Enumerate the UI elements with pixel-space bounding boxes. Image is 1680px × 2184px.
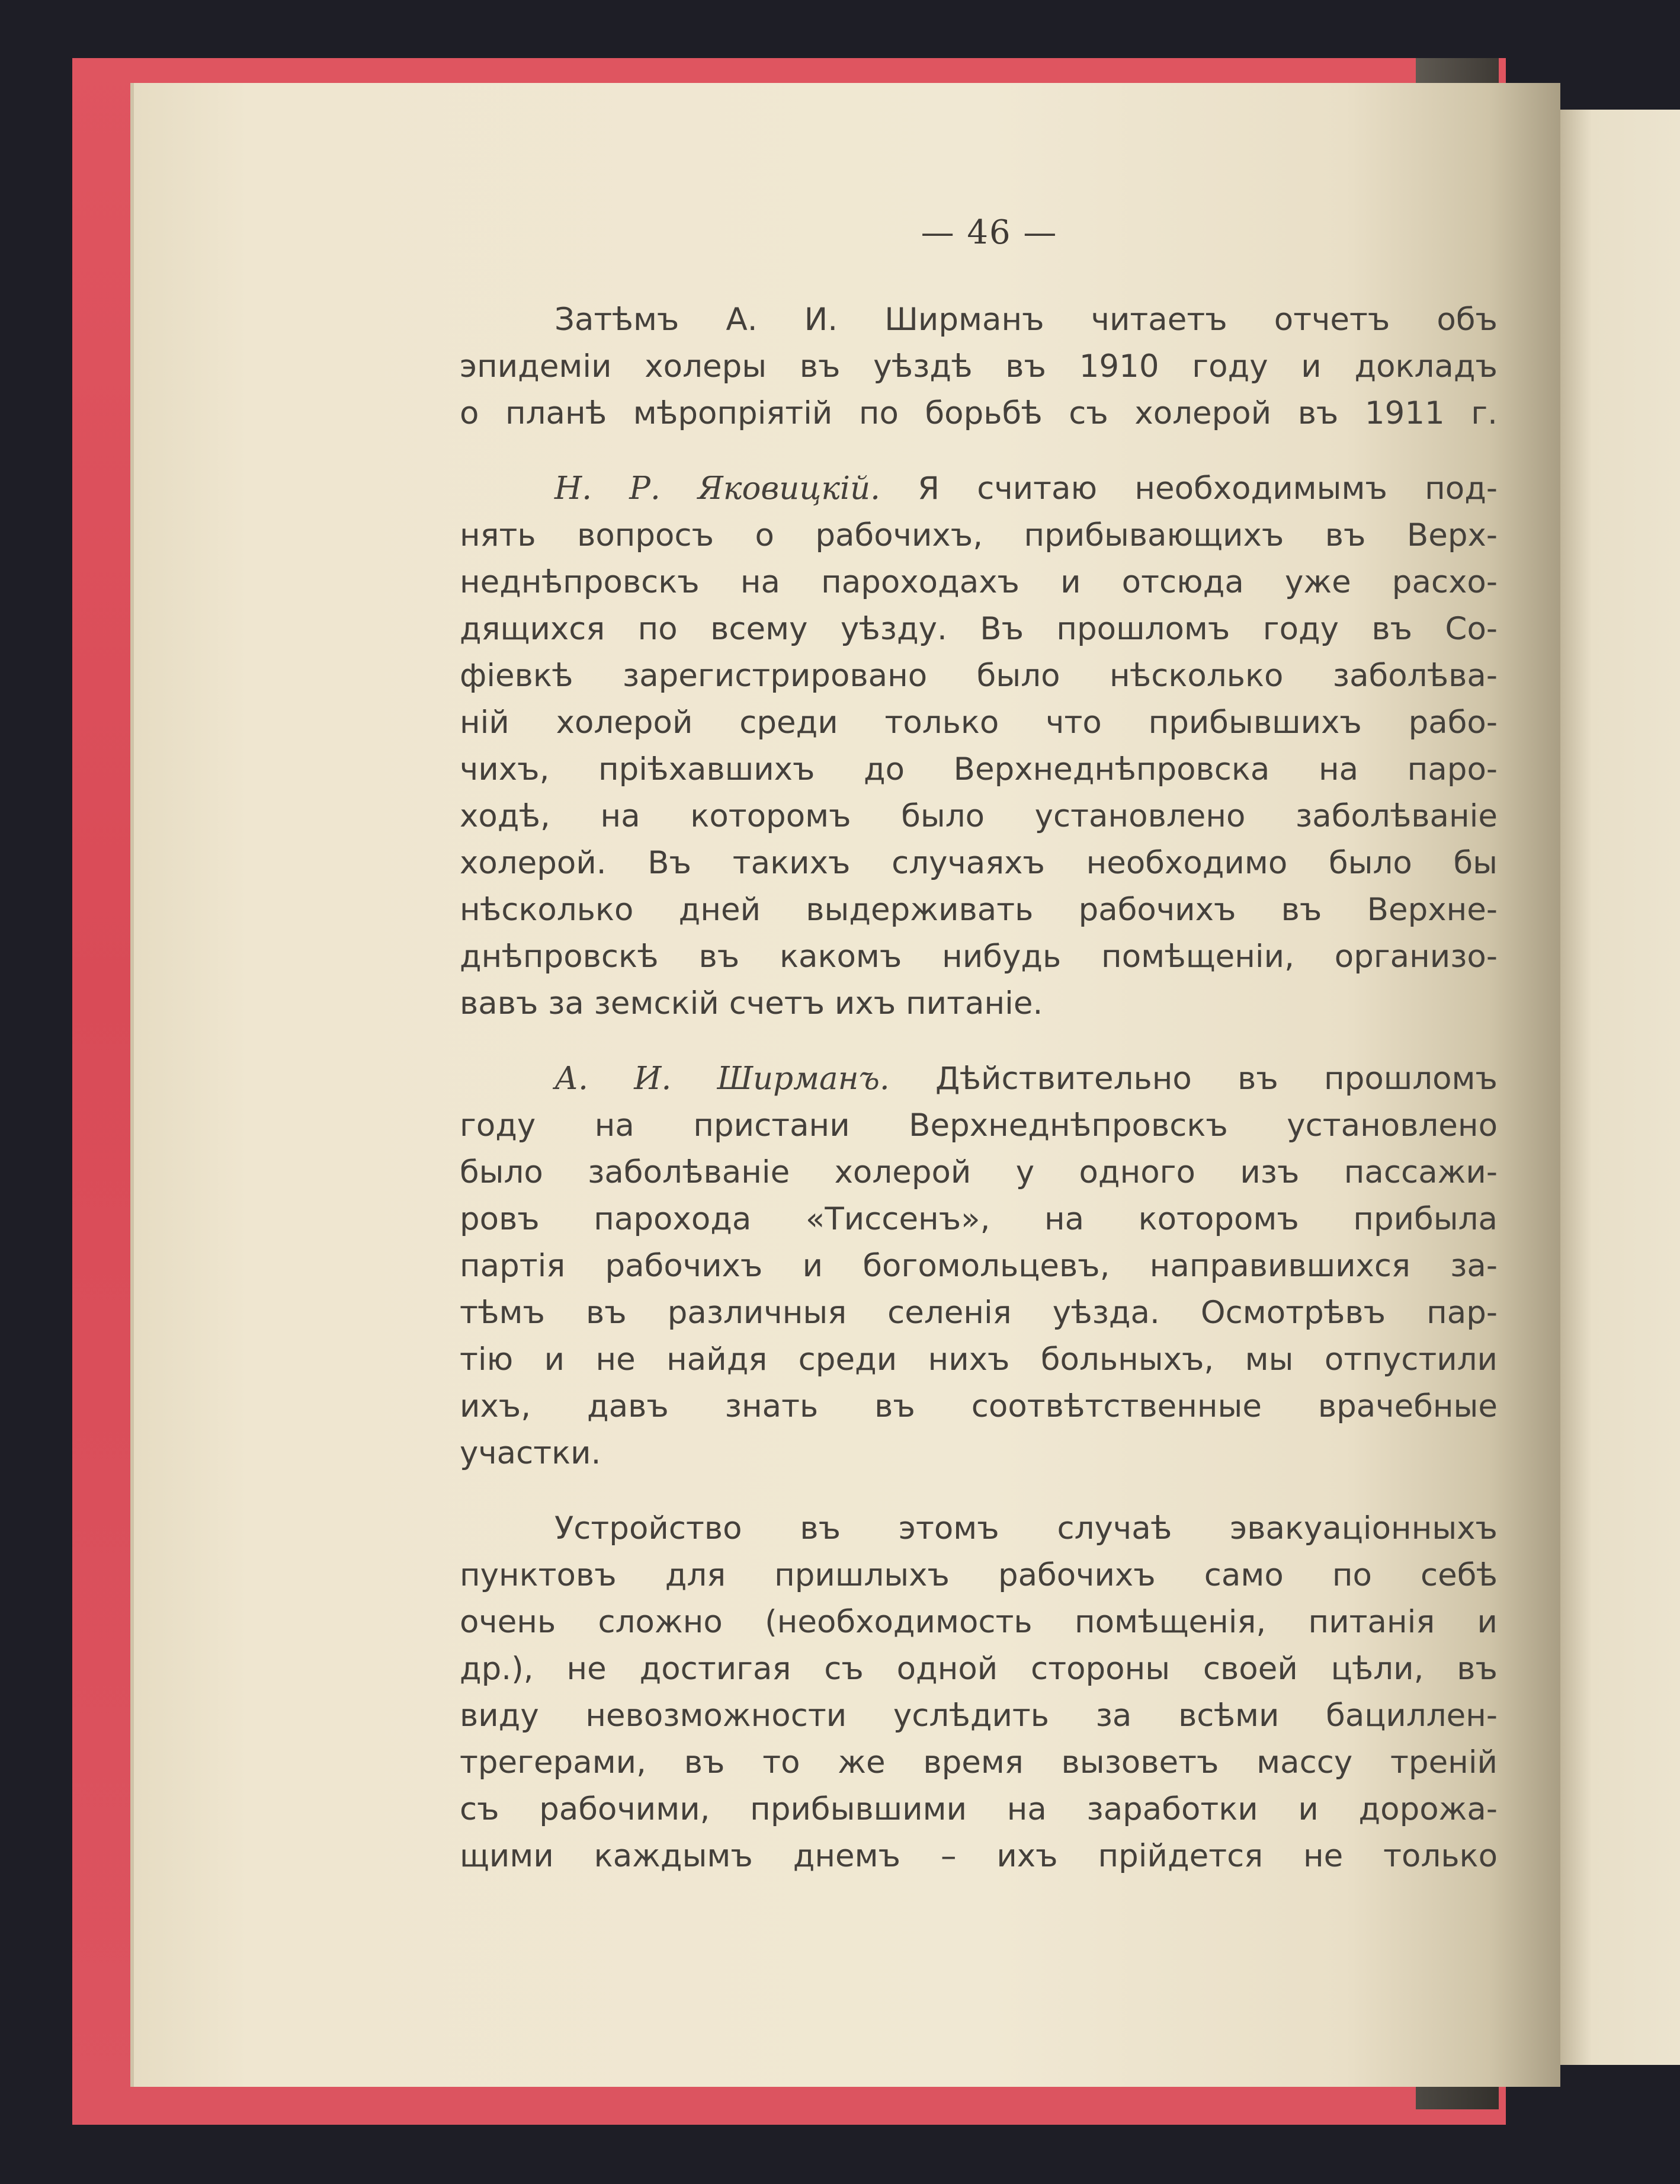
- text-line: Устройство въ этомъ случаѣ эвакуаціонныхъ: [554, 1510, 1498, 1546]
- text-line: трегерами, въ то же время вызоветъ массу треній: [460, 1744, 1498, 1780]
- page-body: [460, 296, 1498, 1879]
- text-line: пунктовъ для пришлыхъ рабочихъ само по себѣ: [460, 1557, 1498, 1593]
- text-line: щими каждымъ днемъ – ихъ прійдется не только: [460, 1838, 1498, 1874]
- text-line: неднѣпровскъ на пароходахъ и отсюда уже расхо-: [460, 564, 1498, 600]
- text-line: ходѣ, на которомъ было установлено заболѣваніе: [460, 798, 1498, 834]
- text-line: вавъ за земскій счетъ ихъ питаніе.: [460, 985, 1043, 1021]
- paragraph-3: [460, 1055, 1498, 1477]
- text-line: съ рабочими, прибывшими на заработки и дорожа-: [460, 1791, 1498, 1827]
- text-line: тѣмъ въ различныя селенія уѣзда. Осмотрѣвъ пар-: [460, 1295, 1498, 1331]
- paragraph-1: [460, 296, 1498, 437]
- text-line: Н. Р. Яковицкій. Я считаю необходимымъ под-: [554, 470, 1498, 507]
- text-line: ихъ, давъ знать въ соотвѣтственные врачебные: [460, 1388, 1498, 1424]
- speaker-name: Н. Р. Яковицкій.: [554, 470, 880, 507]
- text-line: виду невозможности услѣдить за всѣми бациллен-: [460, 1698, 1498, 1734]
- text-line: очень сложно (необходимость помѣщенія, питанія и: [460, 1604, 1498, 1640]
- text-line: фіевкѣ зарегистрировано было нѣсколько заболѣва-: [460, 658, 1498, 694]
- speaker-name: А. И. Ширманъ.: [554, 1061, 890, 1097]
- text-line: холерой. Въ такихъ случаяхъ необходимо было бы: [460, 845, 1498, 881]
- page-number: — 46 —: [921, 213, 1058, 252]
- text-line: ровъ парохода «Тиссенъ», на которомъ прибыла: [460, 1201, 1498, 1237]
- text-line: нѣсколько дней выдерживать рабочихъ въ Верхне-: [460, 892, 1498, 928]
- text-line: ній холерой среди только что прибывшихъ рабо-: [460, 704, 1498, 741]
- paragraph-2: [460, 465, 1498, 1027]
- text-line: партія рабочихъ и богомольцевъ, направившихся за-: [460, 1248, 1498, 1284]
- text-line: днѣпровскѣ въ какомъ нибудь помѣщеніи, организо-: [460, 939, 1498, 975]
- text-line: дящихся по всему уѣзду. Въ прошломъ году въ Со-: [460, 611, 1498, 647]
- text-line: эпидеміи холеры въ уѣздѣ въ 1910 году и докладъ: [460, 348, 1498, 385]
- text-line: тію и не найдя среди нихъ больныхъ, мы отпустили: [460, 1341, 1498, 1378]
- text-line: А. И. Ширманъ. Дѣйствительно въ прошломъ: [554, 1061, 1498, 1097]
- text-line: о планѣ мѣропріятій по борьбѣ съ холерой въ 1911 г.: [460, 395, 1498, 431]
- text-line: участки.: [460, 1435, 601, 1471]
- text-line: было заболѣваніе холерой у одного изъ пассажи-: [460, 1154, 1498, 1190]
- text-line: чихъ, пріѣхавшихъ до Верхнеднѣпровска на паро-: [460, 751, 1498, 787]
- text-line: Затѣмъ А. И. Ширманъ читаетъ отчетъ объ: [554, 302, 1498, 338]
- paragraph-4: [460, 1505, 1498, 1879]
- text-line: нять вопросъ о рабочихъ, прибывающихъ въ Верх-: [460, 517, 1498, 553]
- text-line: др.), не достигая съ одной стороны своей цѣли, въ: [460, 1651, 1498, 1687]
- facing-page-edge: [1552, 110, 1680, 2065]
- text-line: году на пристани Верхнеднѣпровскъ установлено: [460, 1107, 1498, 1144]
